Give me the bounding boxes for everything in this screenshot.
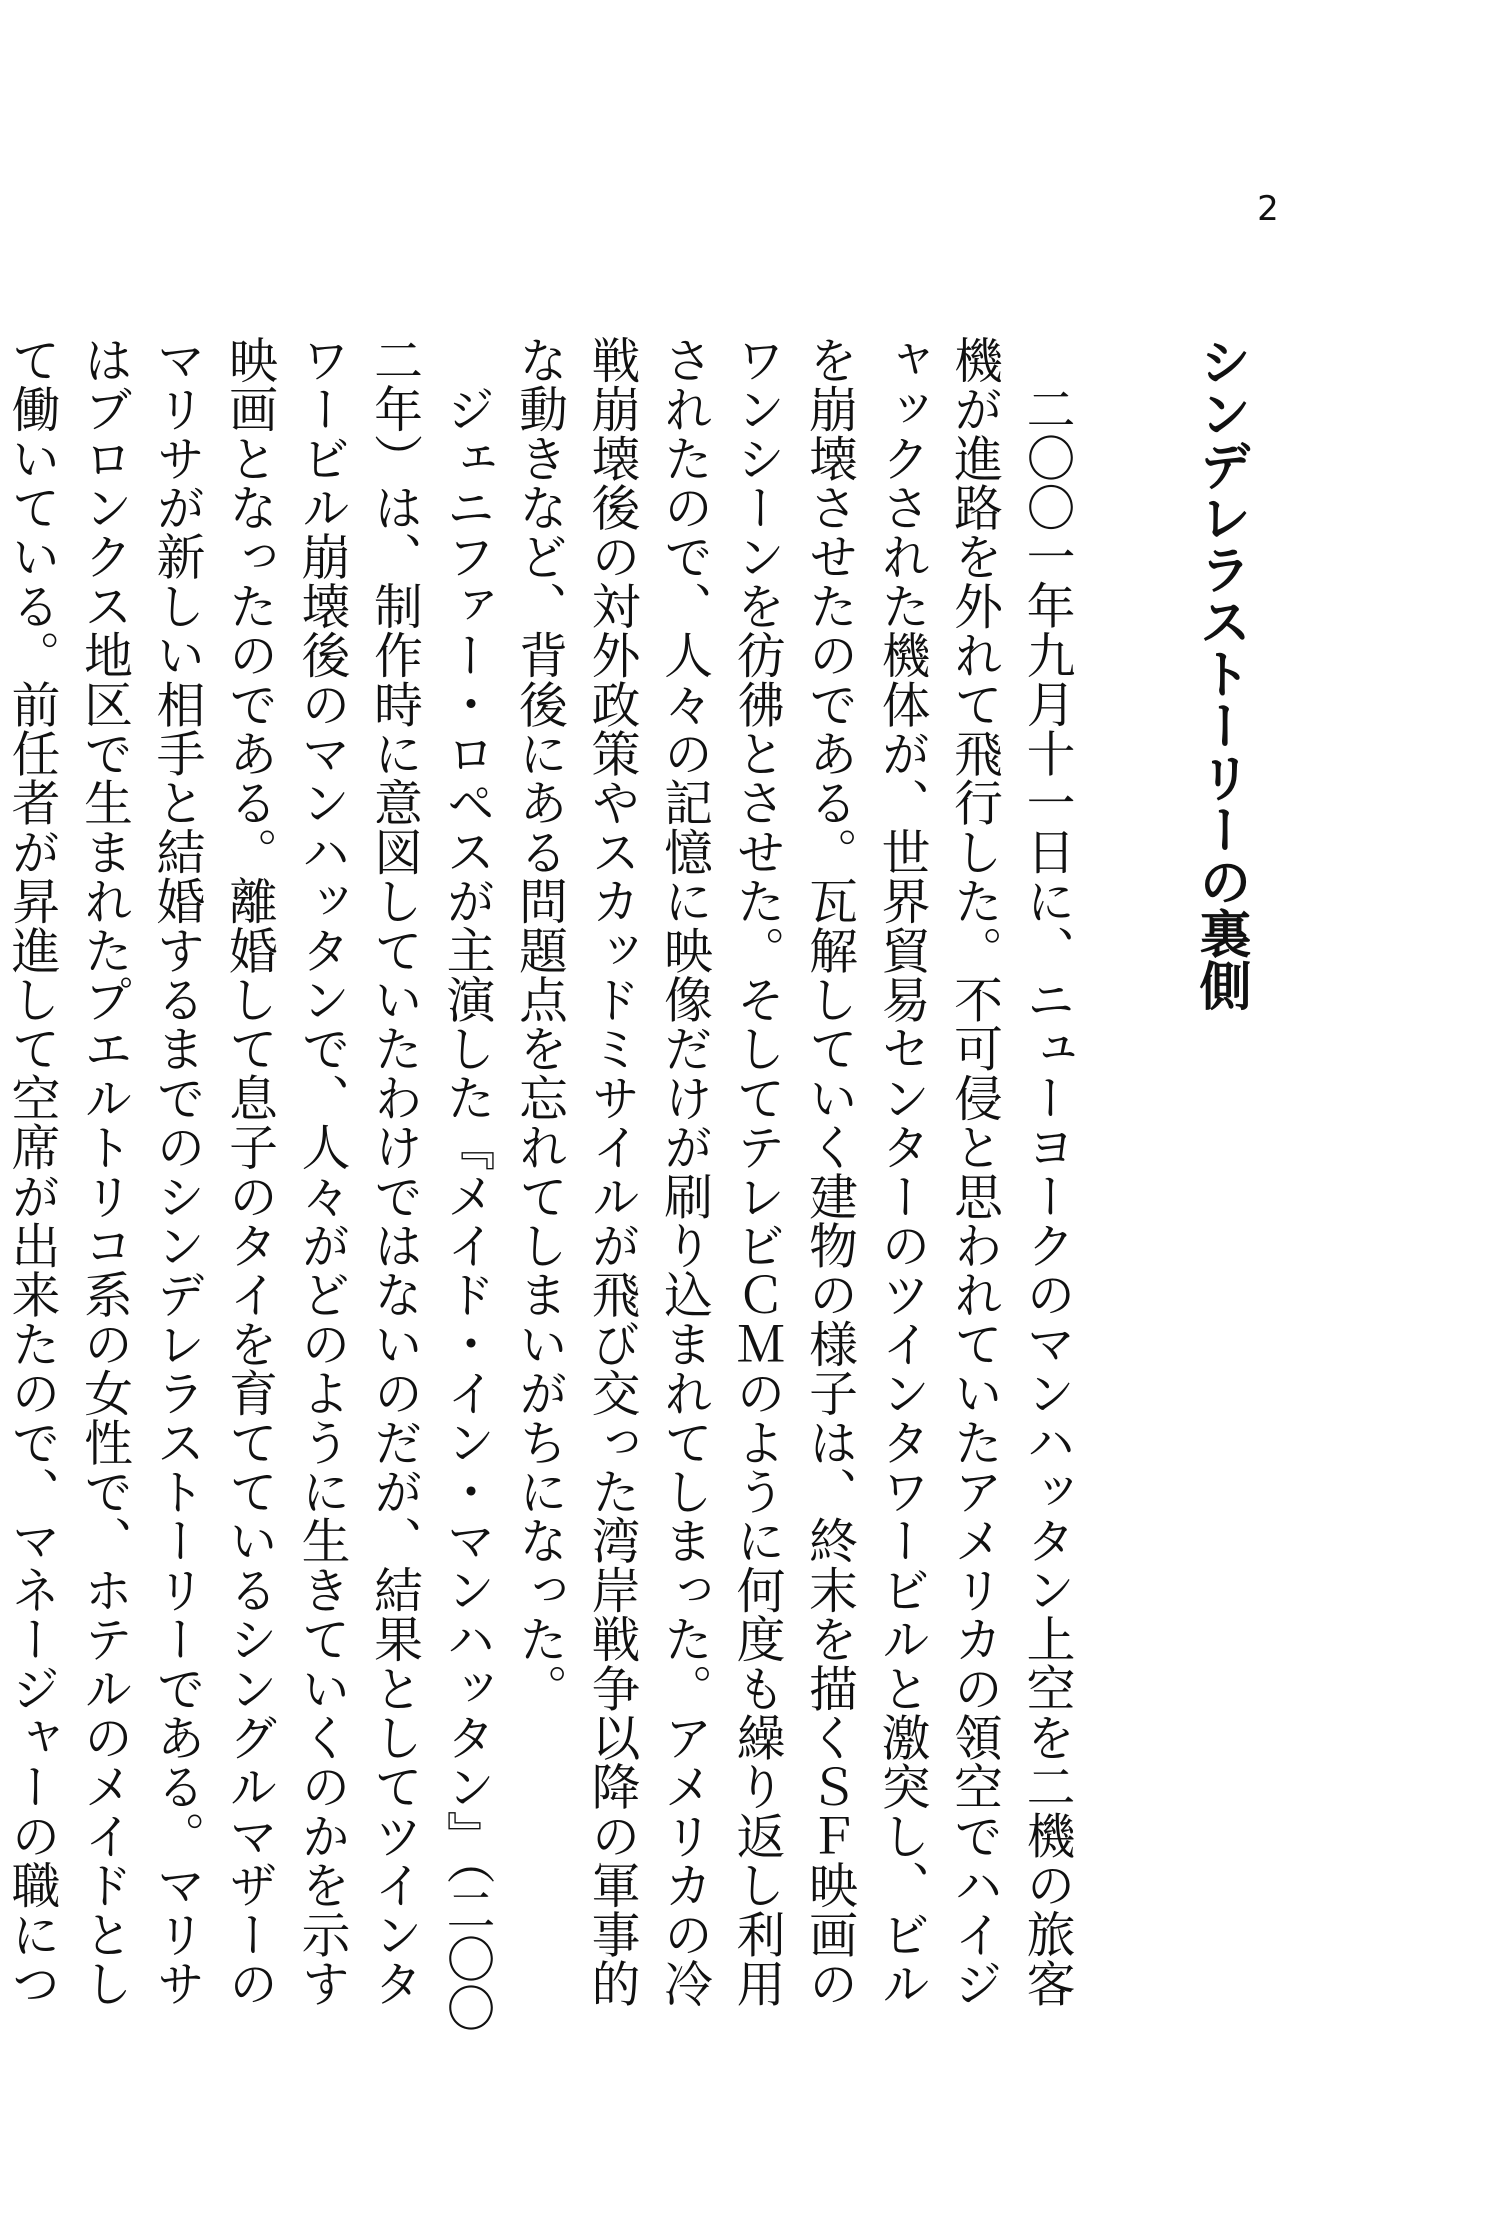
paragraph: ジェニファー・ロペスが主演した『メイド・イン・マンハッタン』（二〇〇二年）は、制作時に意図していたわけではないのだが、結果としてツインタワービル崩壊後のマンハッタンで、人々がどのように生きていくのかを示す映画となったのである。離婚して息子のタイを育てているシングルマザーのマリサが新しい相手と結婚するまでのシンデレラストーリーである。マリサはブロンクス地区で生まれたプエルトリコ系の女性で、ホテルのメイドとして働いている。前任者が昇進して空席が出来たので、マネージャーの職につ <box>3 335 495 2033</box>
vertical-text-block <box>0 335 1256 2035</box>
page-number: 2 <box>1257 189 1279 229</box>
chapter-title: シンデレラストーリーの裏側 <box>1190 335 1250 1011</box>
paragraph: 二〇〇一年九月十一日に、ニューヨークのマンハッタン上空を二機の旅客機が進路を外れて飛行した。不可侵と思われていたアメリカの領空でハイジャックされた機体が、世界貿易センターのツインタワービルと激突し、ビルを崩壊させたのである。瓦解していく建物の様子は、終末を描くＳＦ映画のワンシーンを彷彿とさせた。そしてテレビＣＭのように何度も繰り返し利用されたので、人々の記憶に映像だけが刷り込まれてしまった。アメリカの冷戦崩壊後の対外政策やスカッドミサイルが飛び交った湾岸戦争以降の軍事的な動きなど、背後にある問題点を忘れてしまいがちになった。 <box>510 335 1075 2008</box>
